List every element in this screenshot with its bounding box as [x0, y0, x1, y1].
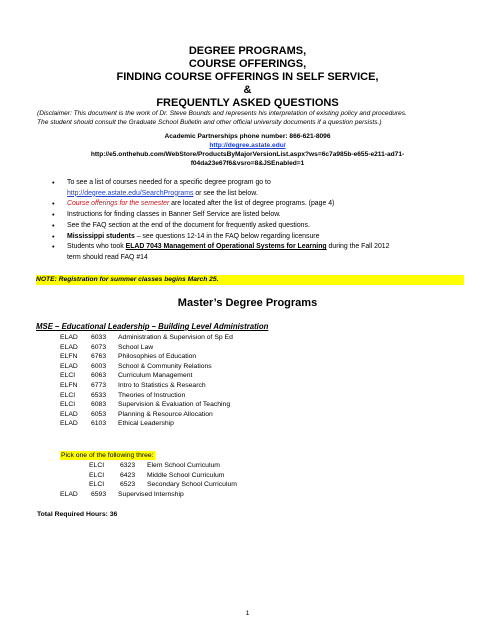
- disclaimer: [37, 110, 462, 127]
- course-number: 6073: [91, 343, 107, 351]
- bullet-6-line-2: term should read FAQ #14: [67, 253, 148, 261]
- course-number: 6103: [91, 420, 107, 428]
- page-number: 1: [245, 610, 250, 617]
- course-title: Philosophies of Education: [118, 353, 197, 361]
- course-dept: ELFN: [60, 353, 78, 361]
- course-offerings-emphasis: Course offerings for the semester: [67, 200, 170, 208]
- course-title: Administration & Supervision of Sp Ed: [118, 334, 233, 341]
- bullet-degree-list: [48, 178, 468, 199]
- search-programs-link[interactable]: http://degree.astate.edu/SearchPrograms: [67, 189, 194, 197]
- bullet-elad-7043: [48, 242, 468, 263]
- course-dept: ELCI: [60, 401, 76, 409]
- course-number: 6053: [91, 410, 107, 418]
- course-dept: ELCI: [60, 391, 76, 399]
- course-dept: ELAD: [60, 343, 78, 351]
- course-title: Curriculum Management: [118, 372, 193, 380]
- course-number: 6763: [91, 353, 107, 361]
- course-number: 6773: [91, 382, 107, 389]
- bullet-faq: • See the FAQ section at the end of the document for frequently asked questions.: [48, 221, 468, 232]
- course-title: Ethical Leadership: [118, 420, 174, 428]
- bullet-course-offerings: [48, 199, 468, 210]
- disclaimer-line-2: The student should consult the Graduate School Bulletin and other official university documents if a question persists.): [37, 118, 382, 126]
- course-number: 6083: [91, 401, 107, 409]
- course-dept: ELAD: [60, 490, 78, 498]
- course-dept: ELAD: [60, 362, 78, 370]
- info-bullet-list: [48, 178, 468, 264]
- course-number: 6533: [91, 391, 107, 399]
- doc-title-line-1: DEGREE PROGRAMS,: [188, 45, 307, 57]
- course-title: Planning & Resource Allocation: [118, 410, 213, 418]
- course-title: Supervised Internship: [118, 490, 184, 498]
- course-dept: ELCI: [89, 462, 105, 469]
- course-number: 6593: [91, 490, 107, 498]
- webstore-url-line-2: f04da23e67f6&vsro=8&JSEnabled=1: [190, 160, 305, 167]
- doc-title-line-3: FINDING COURSE OFFERINGS IN SELF SERVICE,: [116, 71, 379, 83]
- course-title: Supervision & Evaluation of Teaching: [118, 401, 231, 409]
- course-dept: ELCI: [89, 481, 105, 489]
- course-number: 6033: [91, 334, 107, 341]
- doc-title-line-5: FREQUENTLY ASKED QUESTIONS: [156, 97, 339, 109]
- bullet-6-after: during the Fall 2012: [326, 243, 390, 251]
- bullet-5-after: – see questions 12-14 in the FAQ below regarding licensure: [134, 232, 320, 240]
- course-dept: ELCI: [89, 471, 105, 479]
- elad-7043-course: ELAD 7043 Management of Operational Systems for Learning: [125, 243, 327, 251]
- course-title: School Law: [118, 343, 154, 351]
- course-dept: ELCI: [60, 372, 76, 380]
- course-number: 6423: [120, 471, 136, 479]
- course-number: 6063: [91, 372, 107, 380]
- degree-site-link[interactable]: http://degree.astate.edu/: [209, 142, 286, 149]
- course-title: Secondary School Curriculum: [147, 481, 237, 489]
- phone-number: Academic Partnerships phone number: 866-621-8096: [164, 133, 331, 140]
- registration-note: NOTE: Registration for summer classes begins March 25.: [36, 275, 464, 285]
- bullet-6-before: Students who took: [67, 243, 126, 251]
- bullet-mississippi: [48, 232, 468, 243]
- doc-title-line-2: COURSE OFFERINGS,: [188, 58, 307, 70]
- total-hours: Total Required Hours: 36: [37, 511, 118, 518]
- webstore-url-line-1: http://e5.onthehub.com/WebStore/ProductsByMajorVersionList.aspx?ws=6c7a985b-e655-e211-ad71-: [90, 151, 405, 158]
- course-dept: ELFN: [60, 382, 78, 389]
- course-number: 6523: [120, 481, 136, 489]
- course-title: School & Community Relations: [118, 362, 212, 370]
- course-dept: ELAD: [60, 410, 78, 418]
- course-number: 6323: [120, 462, 136, 469]
- bullet-self-service: • Instructions for finding classes in Banner Self Service are listed below.: [48, 210, 468, 221]
- course-number: 6003: [91, 362, 107, 370]
- course-title: Intro to Statistics & Research: [118, 382, 206, 389]
- section-title: Master’s Degree Programs: [177, 297, 318, 309]
- program-title: MSE – Educational Leadership – Building Level Administration: [36, 322, 269, 331]
- course-dept: ELAD: [60, 334, 78, 341]
- url-1-row: [40, 142, 455, 151]
- bullet-1-text: To see a list of courses needed for a specific degree program go to: [67, 179, 271, 186]
- pick-one-label: Pick one of the following three:: [61, 452, 154, 459]
- course-title: Middle School Curriculum: [147, 471, 225, 479]
- bullet-1-after: or see the list below.: [193, 189, 258, 197]
- course-title: Theories of Instruction: [118, 391, 186, 399]
- doc-title-line-4: &: [243, 84, 252, 96]
- disclaimer-line-1: (Disclaimer: This document is the work of Dr. Steve Bounds and represents his interpretation of existing policy and procedures.: [37, 110, 407, 117]
- mississippi-students-label: Mississippi students: [67, 232, 135, 240]
- bullet-2-after: are located after the list of degree programs. (page 4): [169, 200, 335, 208]
- course-dept: ELAD: [60, 420, 78, 428]
- course-title: Elem School Curriculum: [147, 462, 220, 469]
